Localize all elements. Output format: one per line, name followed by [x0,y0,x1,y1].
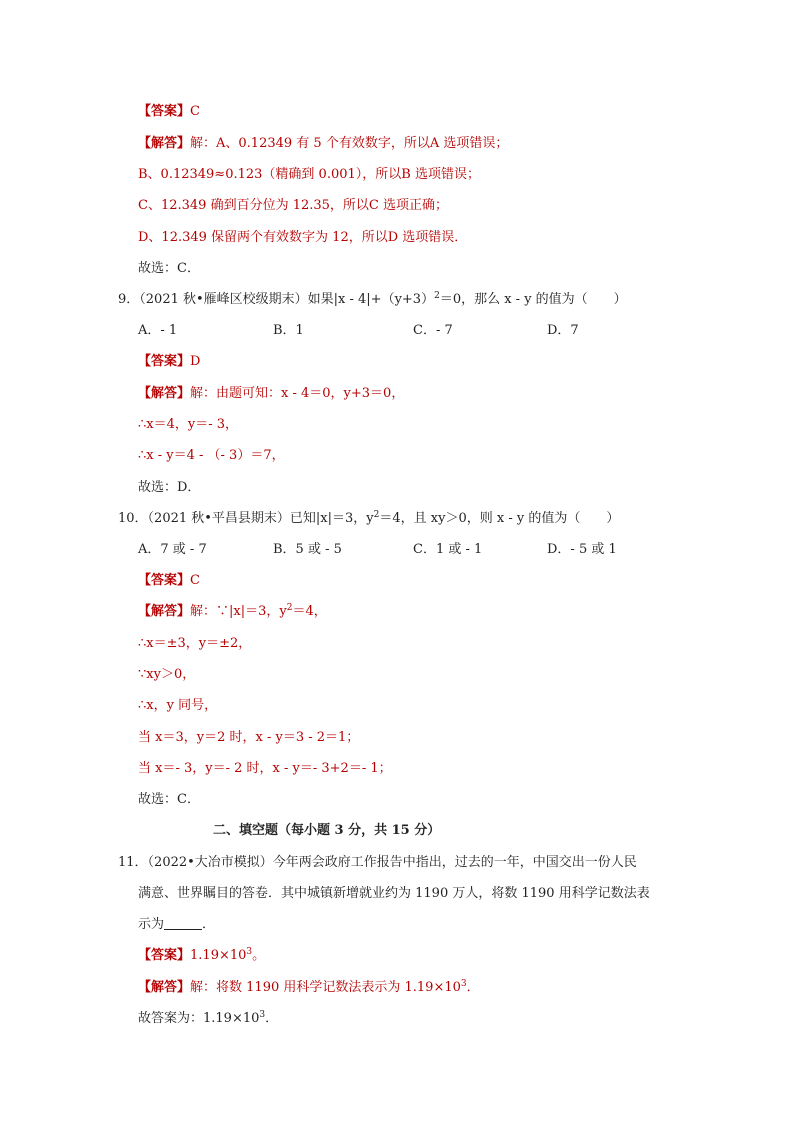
q9-solution-line-3: ∴x - y＝4 - （- 3）＝7， [138,448,285,463]
q9-answer: 【答案】D [138,354,201,369]
q9-stem: 9．（2021 秋•雁峰区校级期末）如果$|x - 4|+(y+3)^2=0$，那么 x - y 的值为（ ） [118,291,627,307]
q11-answer: 【答案】$1.19\times 10^3$。 [138,947,266,963]
q10-solution-line-1: 【解答】解：∵|x|＝3，$y^2=4$， [138,603,327,619]
q10-option-a: A．7 或 - 7 [138,542,207,557]
q8-answer-tag: 【答案】 [138,104,191,119]
q10-solution-line-6: 当 x＝- 3，y＝- 2 时，x - y＝- 3+2＝- 1； [138,761,392,776]
q8-answer-value: C [190,104,200,119]
q8-solution-line-4: D、12.349 保留两个有效数字为 12，所以D 选项错误． [138,230,468,245]
q10-option-d: D．- 5 或 1 [547,542,617,557]
q9-conclusion: 故选：D． [138,480,201,495]
q9-solution-line-1: 【解答】解：由题可知：x - 4＝0，y+3＝0， [138,386,405,401]
q10-solution-line-2: ∴x＝±3，y＝±2， [138,636,252,651]
q10-option-c: C．1 或 - 1 [413,542,483,557]
q11-conclusion: 故答案为：$1.19\times 10^3$． [138,1010,279,1026]
q8-solution-tag: 【解答】 [138,136,191,151]
q10-conclusion: 故选：C． [138,792,200,807]
q10-answer: 【答案】C [138,573,200,588]
q8-solution-line-2: B、0.12349≈0.123（精确到 0.001），所以B 选项错误； [138,167,480,182]
q10-solution-line-5: 当 x＝3，y＝2 时，x - y＝3 - 2＝1； [138,730,360,745]
q10-solution-line-4: ∴x，y 同号， [138,698,218,713]
q10-solution-line-3: ∵xy＞0， [138,667,196,682]
q9-solution-line-2: ∴x＝4，y＝- 3， [138,417,239,432]
q11-solution: 【解答】解：将数 1190 用科学记数法表示为 $1.19\times 10^3$． [138,979,480,995]
q11-stem-line-1: 11．（2022•大冶市模拟）今年两会政府工作报告中指出，过去的一年，中国交出一份人民 [118,855,637,870]
q9-option-b: B．1 [273,323,304,338]
q10-stem: 10．（2021 秋•平昌县期末）已知|x|＝3，$y^2=4$，且 xy＞0，则 x - y 的值为（ ） [118,510,620,526]
q10-option-b: B．5 或 - 5 [273,542,342,557]
q11-stem-line-3: 示为 ． [138,917,216,932]
q8-solution-line-1: 【解答】解：A、0.12349 有 5 个有效数字，所以A 选项错误； [138,136,509,151]
q9-option-d: D．7 [547,323,579,338]
q9-option-c: C．- 7 [413,323,453,338]
q8-solution-line-3: C、12.349 确到百分位为 12.35，所以C 选项正确； [138,198,448,213]
answer-blank [164,917,202,930]
section-title: 二、填空题（每小题 3 分，共 15 分） [213,823,441,838]
q9-option-a: A．- 1 [138,323,178,338]
q8-answer [138,104,200,120]
q8-conclusion: 故选：C． [138,261,200,276]
q11-stem-line-2: 满意、世界瞩目的答卷．其中城镇新增就业约为 1190 万人，将数 1190 用科学记数法表 [138,886,650,901]
